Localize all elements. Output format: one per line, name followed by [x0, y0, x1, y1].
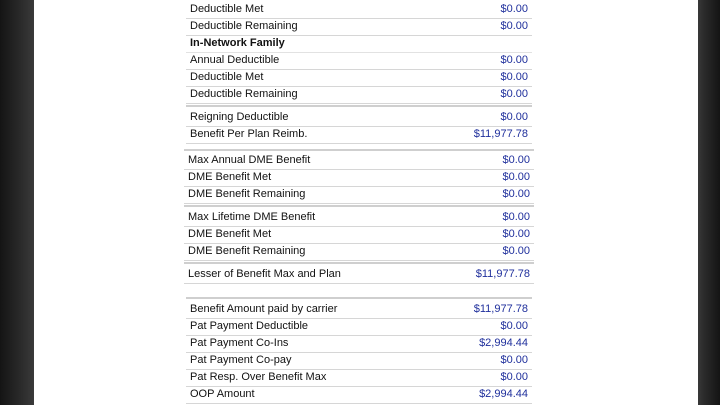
row-label: Pat Payment Co-pay: [190, 354, 292, 366]
section-heading-label: In-Network Family: [190, 37, 285, 49]
row-lesser-of-benefit-max-and-plan: [184, 266, 534, 284]
row-value: $0.00: [500, 354, 528, 366]
section-divider: [184, 205, 534, 207]
row-label: DME Benefit Remaining: [188, 245, 306, 257]
row-value: $0.00: [500, 88, 528, 100]
section-divider: [186, 105, 532, 107]
row-reigning-deductible: [186, 109, 532, 127]
row-label: Lesser of Benefit Max and Plan: [188, 268, 341, 280]
row-value: $0.00: [502, 211, 530, 223]
row-deductible-remaining: [186, 18, 532, 36]
row-pat-payment-co-ins: [186, 335, 532, 353]
row-annual-deductible: [186, 52, 532, 70]
row-dme-benefit-remaining: [184, 243, 534, 261]
row-label: DME Benefit Remaining: [188, 188, 306, 200]
row-value: $0.00: [500, 111, 528, 123]
row-label: Annual Deductible: [190, 54, 280, 66]
row-value: $0.00: [500, 3, 528, 15]
row-value: $0.00: [502, 154, 530, 166]
row-value: $0.00: [500, 20, 528, 32]
row-label: Deductible Met: [190, 3, 264, 15]
row-value: $11,977.78: [475, 268, 530, 280]
row-label: Deductible Remaining: [190, 88, 298, 100]
row-label: Benefit Amount paid by carrier: [190, 303, 338, 315]
row-label: Pat Payment Co-Ins: [190, 337, 289, 349]
row-benefit-amount-paid-by-carrier: [186, 301, 532, 319]
row-value: $0.00: [502, 171, 530, 183]
row-label: DME Benefit Met: [188, 171, 272, 183]
row-value: $0.00: [502, 188, 530, 200]
row-value: $11,977.78: [473, 128, 528, 140]
row-deductible-remaining: [186, 86, 532, 104]
section-divider: [184, 149, 534, 151]
row-value: $2,994.44: [479, 388, 528, 400]
row-value: $0.00: [500, 371, 528, 383]
row-label: Max Annual DME Benefit: [188, 154, 311, 166]
row-benefit-per-plan-reimb: [186, 126, 532, 144]
row-label: DME Benefit Met: [188, 228, 272, 240]
row-dme-benefit-met: [184, 169, 534, 187]
row-label: OOP Amount: [190, 388, 255, 400]
row-max-annual-dme-benefit: [184, 152, 534, 170]
row-label: Pat Resp. Over Benefit Max: [190, 371, 327, 383]
row-value: $2,994.44: [479, 337, 528, 349]
section-divider: [186, 297, 532, 299]
row-max-lifetime-dme-benefit: [184, 209, 534, 227]
row-value: $0.00: [502, 228, 530, 240]
row-label: Reigning Deductible: [190, 111, 289, 123]
row-label: Deductible Met: [190, 71, 264, 83]
row-oop-amount: [186, 386, 532, 404]
row-dme-benefit-met: [184, 226, 534, 244]
row-deductible-met: [186, 69, 532, 87]
row-label: Benefit Per Plan Reimb.: [190, 128, 308, 140]
row-pat-payment-co-pay: [186, 352, 532, 370]
row-deductible-met: [186, 1, 532, 19]
row-value: $0.00: [500, 71, 528, 83]
row-value: $0.00: [502, 245, 530, 257]
row-label: Pat Payment Deductible: [190, 320, 309, 332]
right-screen-edge: [698, 0, 720, 405]
benefits-document: [34, 0, 698, 405]
row-dme-benefit-remaining: [184, 186, 534, 204]
left-screen-edge: [0, 0, 34, 405]
row-value: $11,977.78: [473, 303, 528, 315]
row-pat-payment-deductible: [186, 318, 532, 336]
section-divider: [184, 262, 534, 264]
row-label: Deductible Remaining: [190, 20, 298, 32]
section-heading-in-network-family: [186, 35, 532, 53]
row-pat-resp-over-benefit-max: [186, 369, 532, 387]
row-label: Max Lifetime DME Benefit: [188, 211, 316, 223]
row-value: $0.00: [500, 320, 528, 332]
row-value: $0.00: [500, 54, 528, 66]
